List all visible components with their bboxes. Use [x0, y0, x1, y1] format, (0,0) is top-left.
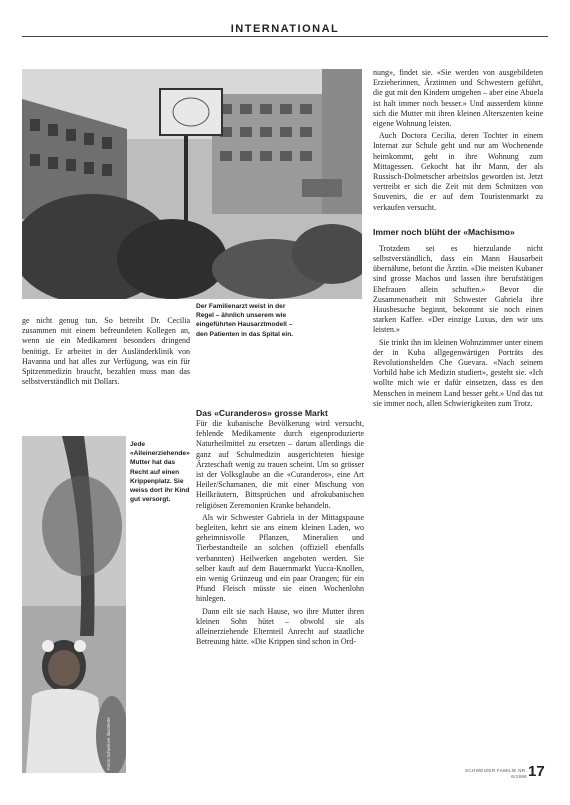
paragraph: Sie trinkt ihn im kleinen Wohnzimmer unter einem der in Kuba allgegenwärtigen Porträts des Revolutionshelden Che Guevara. «Nach seinem Vorbild habe ich Medizin studiert», gesteht sie. «Ich wollte mich wie er dafür einsetzen, dass es den Menschen in meinem Land besser geht.» Und das tut sie immer noch, allen Schwierigkeiten zum Trotz.: [373, 337, 543, 408]
photo-caption-hospital: Der Familienarzt weist in der Regel – ähnlich unserem wie eingeführten Hausarztmodell – den Patienten in das Spital ein.: [196, 303, 294, 338]
paragraph: Als wir Schwester Gabriela in der Mittagspause begleiten, kehrt sie ans einem kleinen Laden, wo geheimnisvolle Pflanzen, Mineralien und Tierbestandteile an solchen (offiziell ebenfalls verbannten) Heilwerken angeboten werden. Sie selber kauft auf dem Bauernmarkt Yucca-Knollen, ein wenig Grünzeug und ein paar Orangen; für ein Pfund Fleisch müsste sie einen Wochenlohn hinlegen.: [196, 512, 364, 604]
photo-credit: Fotos Schweizer Illustrierte: [106, 717, 111, 770]
paragraph: Dann eilt sie nach Hause, wo ihre Mutter ihren kleinen Sohn hütet – obwohl sie als alleinerziehende Elternteil Anrecht auf staatliche Betreuung hätte. «Die Krippen sind schon in Ord-: [196, 606, 364, 647]
article-column-right: [373, 68, 543, 411]
article-column-left: [22, 316, 190, 389]
paragraph: Trotzdem sei es hierzulande nicht selbstverständlich, dass ein Mann Hausarbeit übernähme, betont die Ärztin. «Die meisten Kubaner sind grosse Machos und lassen ihre berufstätigen Ehefrauen allein schuften.» Bevor die Zusammenarbeit mit Schwester Gabriela ihre Hausbesuche beginnt, bekommt sie noch einen starken Kaffee. «Der einzige Luxus, den wir uns leisten.»: [373, 243, 543, 335]
subheading: Das «Curanderos» grosse Markt: [196, 408, 328, 418]
paragraph: Auch Doctora Cecilia, deren Tochter in einem Internat zur Schule geht und nur am Wochenende heimkommt, geht in ihre Wohnung zum Mittagessen. Gekocht hat ihr Mann, der als Russisch-Dolmetscher arbeitslos geworden ist. Jetzt vertreibt er sich die Zeit mit dem Schnitzen von Souvenirs, die er auf dem Touristenmarkt zu verkaufen versucht.: [373, 131, 543, 212]
paragraph: nung», findet sie. «Sie werden von ausgebildeten Erzieherinnen, Ärztinnen und Schwestern geführt, die gut mit den Kindern umgehen – aber eine Abuela ist halt immer noch besser.» Und ausserdem könne sich die Mutter mit ihren kleinen Alterszenten keine eigene Wohnung leisten.: [373, 68, 543, 129]
photo-caption-child: Jede «Alleinerziehende» Mutter hat das Recht auf einen Krippenplatz. Sie weiss dort ihr Kind gut versorgt.: [130, 441, 190, 504]
article-column-middle: [196, 408, 364, 649]
paragraph: ge nicht genug tun. So betreibt Dr. Cecilia zusammen mit einem befreundeten Kollegen an, wenn sie ein Medikament besonders dringend benötigt. Er arbeitet in der Ausländerklinik von Havanna und hat alles zur Verfügung, was ein für Spitzenmedizin braucht, bezahlen muss man das selbstverständlich mit Dollars.: [22, 316, 190, 387]
page-header: [0, 0, 570, 38]
publication-source: SCHWEIZER FAMILIE NR. 6/1996: [465, 768, 527, 779]
hospital-photo: [22, 69, 362, 299]
subheading: Immer noch blüht der «Machismo»: [373, 226, 515, 237]
header-rule: [22, 36, 548, 37]
paragraph: Für die kubanische Bevölkerung wird versucht, fehlende Medikamente durch eigenproduzierte Naturheilmittel zu ersetzen – darum allerdings die ganz auf Schulmedizin ausgerichteten hiesige Ärzteschaft wenig zu trauen scheint. Um so grösser ist der Volksglaube an die «Curanderos», eine Art Heiler/Schamanen, die mit einer Mischung von Heilkräutern, Bittsprüchen und afrokubanischen religiösen Zeremonien Kranke behandeln.: [196, 419, 364, 510]
section-title: INTERNATIONAL: [230, 23, 340, 35]
page-number: 17: [528, 763, 545, 780]
